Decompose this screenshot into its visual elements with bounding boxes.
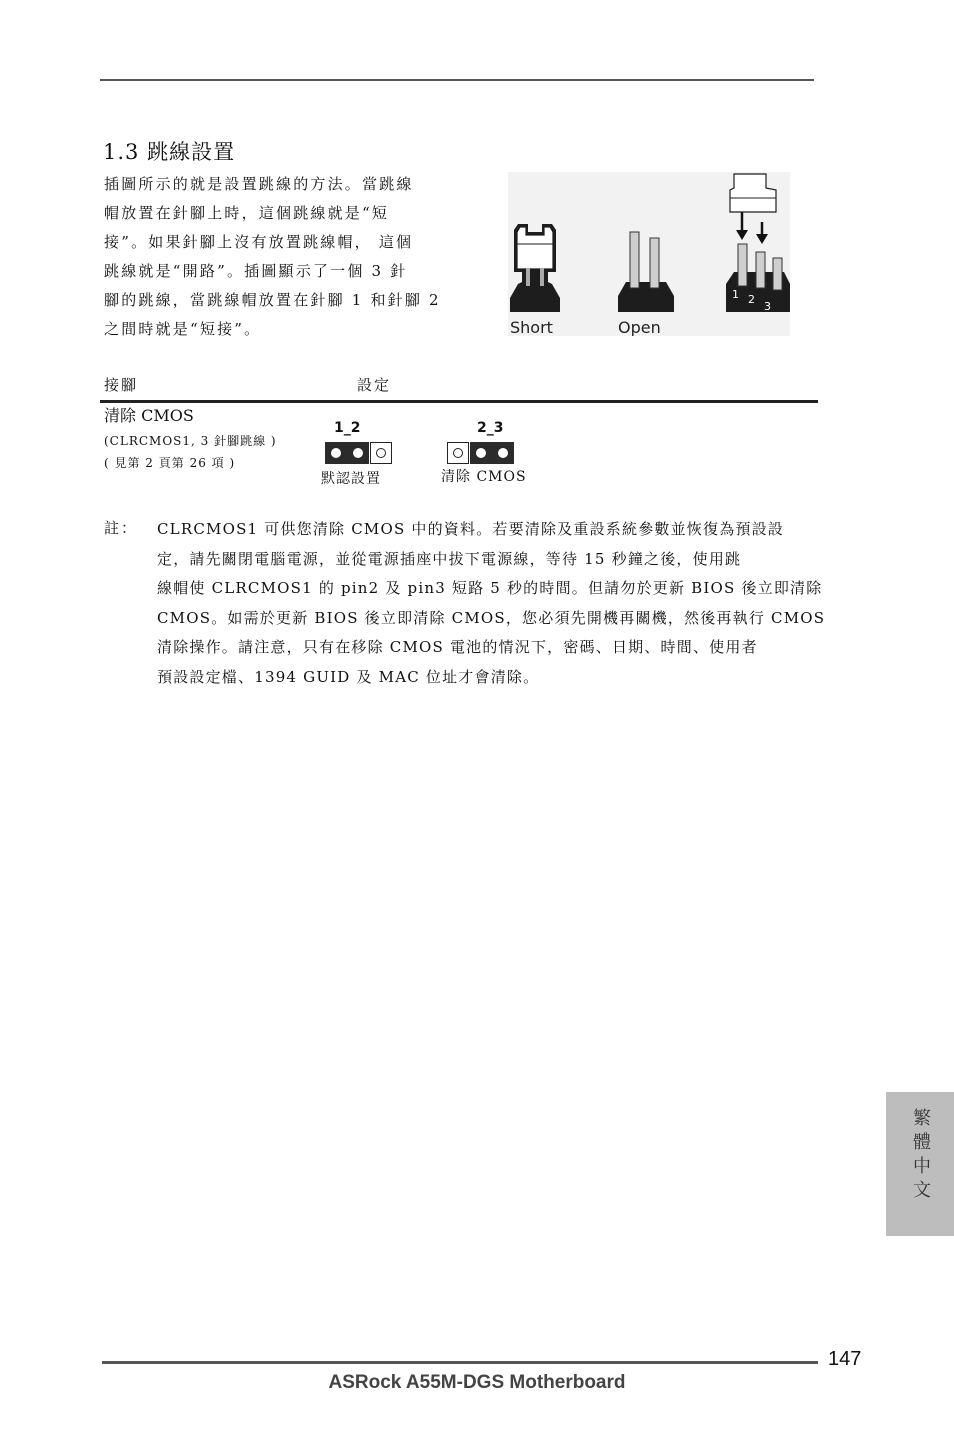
pin-number: 1	[732, 288, 739, 301]
pin-number: 2	[748, 293, 755, 306]
pin-shorted	[347, 442, 369, 464]
intro-line: 帽放置在針腳上時，這個跳線就是“短	[104, 204, 390, 222]
section-title: 1.3 跳線設置	[103, 140, 236, 164]
pin-open	[447, 442, 469, 464]
language-tab-label: 繁體中文	[910, 1108, 931, 1204]
note-label: 註：	[104, 519, 139, 537]
note-line: 清除操作。請注意，只有在移除 CMOS 電池的情況下，密碼、日期、時間、使用者	[157, 638, 758, 656]
jumper-caption: 清除 CMOS	[441, 469, 527, 485]
pin-number: 3	[764, 300, 771, 313]
footer-rule	[102, 1361, 818, 1364]
jumper-diagram	[508, 172, 790, 336]
jumper-label: 1_2	[334, 420, 361, 436]
note-paragraph	[157, 515, 826, 692]
note-line: CMOS。如需於更新 BIOS 後立即清除 CMOS，您必須先開機再關機，然後再執行 CMOS	[157, 608, 826, 627]
language-tab	[886, 1092, 954, 1236]
pin-open	[370, 442, 392, 464]
pin-shorted	[325, 442, 347, 464]
pin-shorted	[492, 442, 514, 464]
note-line: 預設設定檔、1394 GUID 及 MAC 位址才會清除。	[157, 667, 540, 686]
intro-line: 腳的跳線，當跳線帽放置在針腳 1 和針腳 2	[104, 291, 441, 309]
row-subtitle: (CLRCMOS1, 3 針腳跳線 )	[104, 434, 277, 448]
jumper-illustration	[508, 172, 790, 336]
three-pin-jumper-graphic	[726, 174, 790, 313]
short-jumper-graphic	[510, 224, 560, 312]
col-header-setting: 設定	[357, 376, 392, 394]
short-label: Short	[510, 318, 553, 336]
note-line: 定，請先關閉電腦電源，並從電源插座中拔下電源線，等待 15 秒鐘之後，使用跳	[157, 549, 742, 568]
open-label: Open	[618, 318, 661, 336]
open-jumper-graphic	[618, 232, 674, 312]
header-rule	[100, 79, 814, 81]
table-rule	[100, 400, 818, 403]
intro-line: 插圖所示的就是設置跳線的方法。當跳線	[104, 175, 414, 193]
intro-line: 接”。如果針腳上沒有放置跳線帽， 這個	[104, 233, 414, 251]
note-line: CLRCMOS1 可供您清除 CMOS 中的資料。若要清除及重設系統參數並恢復為預設設	[157, 520, 785, 538]
page-number: 147	[828, 1348, 862, 1370]
jumper-clear	[446, 442, 514, 464]
intro-line: 之間時就是“短接”。	[104, 320, 262, 338]
row-name: 清除 CMOS	[104, 406, 194, 425]
pin-shorted	[470, 442, 492, 464]
col-header-pin: 接腳	[104, 376, 139, 394]
jumper-caption: 默認設置	[321, 471, 381, 487]
note-line: 線帽使 CLRCMOS1 的 pin2 及 pin3 短路 5 秒的時間。但請勿於更新 BIOS 後立即清除	[157, 579, 823, 597]
intro-paragraph	[104, 170, 464, 344]
jumper-label: 2_3	[477, 420, 504, 436]
footer-text: ASRock A55M-DGS Motherboard	[328, 1372, 626, 1393]
intro-line: 跳線就是“開路”。插圖顯示了一個 3 針	[104, 262, 408, 280]
row-subtitle: ( 見第 2 頁第 26 項 )	[104, 456, 236, 470]
jumper-default	[325, 442, 393, 464]
